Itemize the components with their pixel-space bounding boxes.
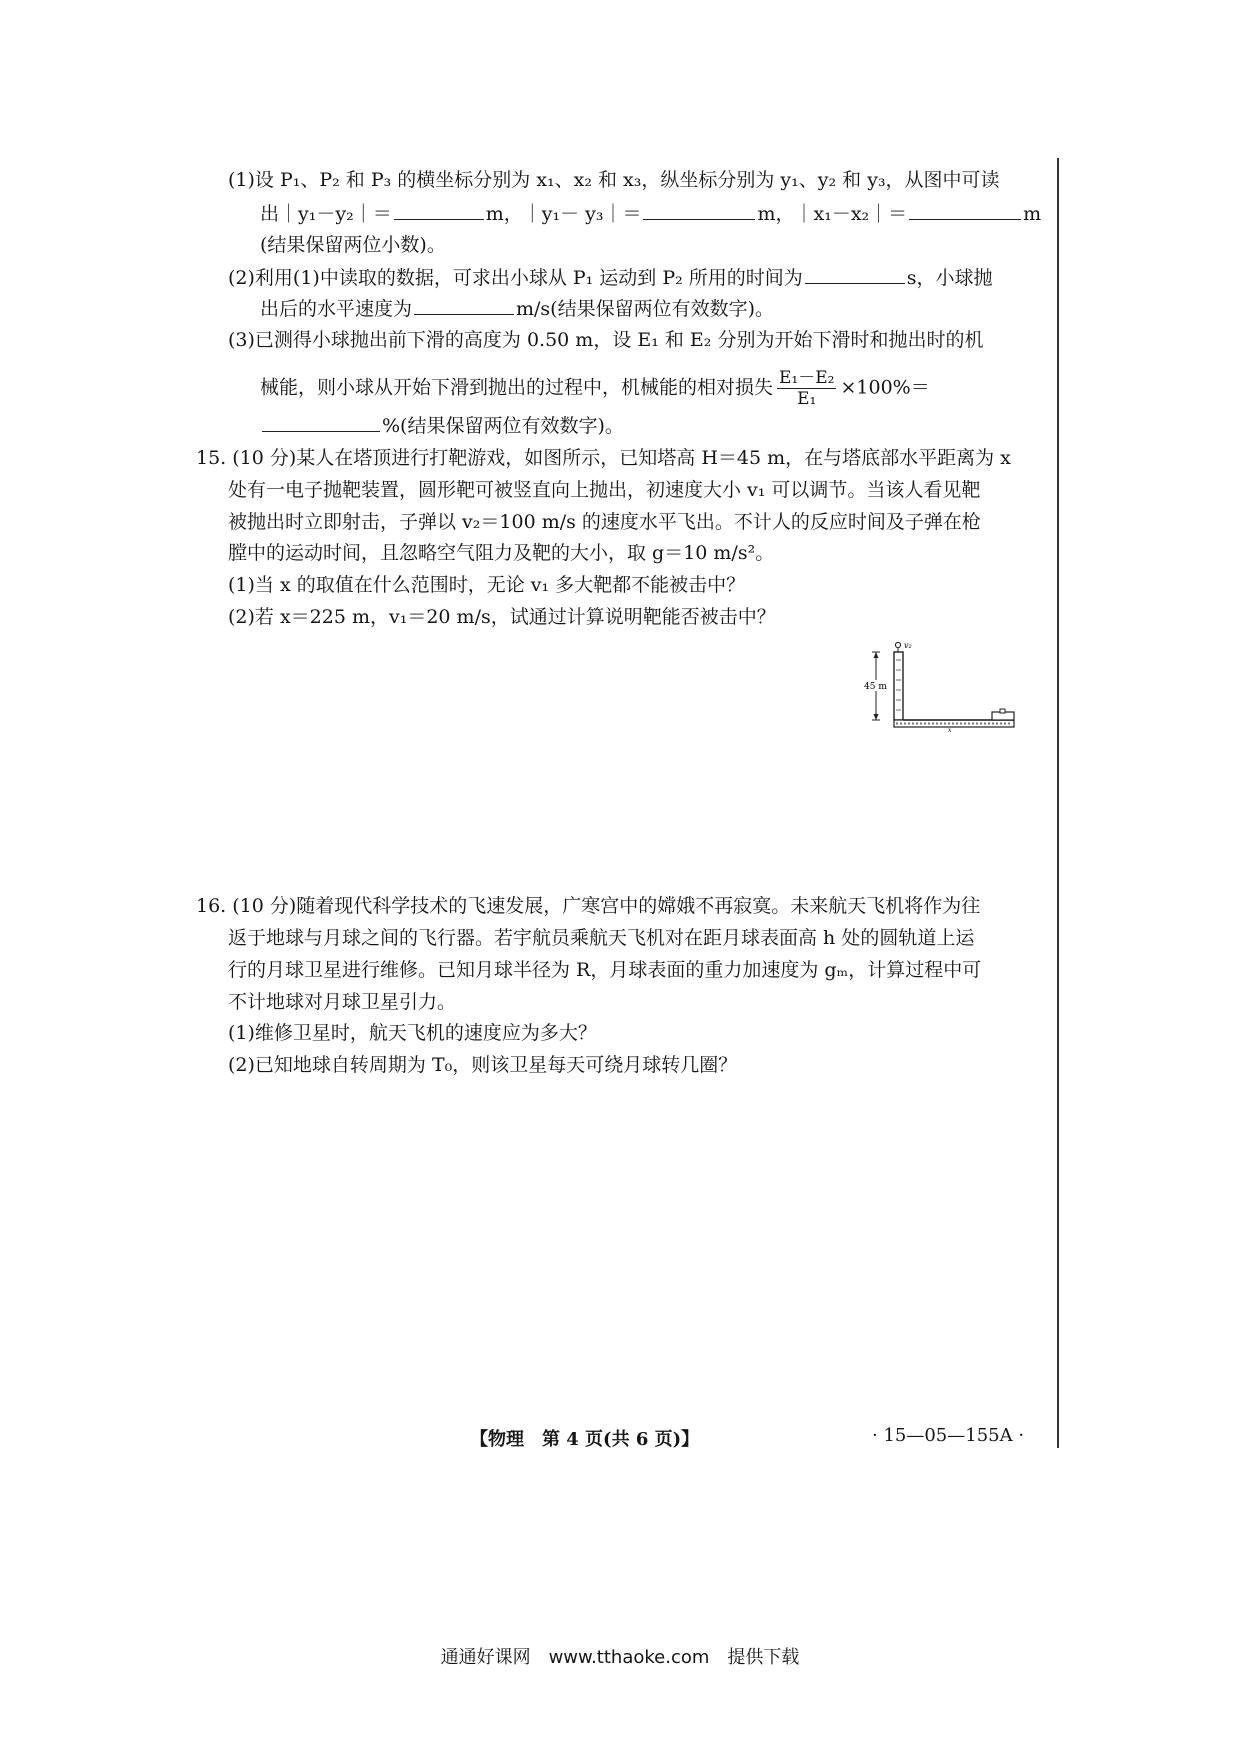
q14-part1-line3: (结果保留两位小数)。 xyxy=(260,234,446,256)
q15-line3: 被抛出时立即射击，子弹以 v₂＝100 m/s 的速度水平飞出。不计人的反应时间及子弹在枪 xyxy=(228,511,981,533)
shooter-icon xyxy=(895,642,900,647)
q14-part2-text-d: m/s(结果保留两位有效数字)。 xyxy=(516,298,775,320)
exam-code: · 15—05—155A · xyxy=(872,1425,1025,1446)
tower-target-figure xyxy=(860,640,1040,735)
q14-part2-text-b: s，小球抛 xyxy=(906,267,993,289)
q16-part2: (2)已知地球自转周期为 T₀，则该卫星每天可绕月球转几圈？ xyxy=(228,1054,738,1076)
q16-line1: 16. (10 分)随着现代科学技术的飞速发展，广寒宫中的嫦娥不再寂寞。未来航天飞机将作为往 xyxy=(196,895,981,917)
q14-part2-text-a: (2)利用(1)中读取的数据，可求出小球从 P₁ 运动到 P₂ 所用的时间为 xyxy=(228,267,803,289)
answer-blank-energy-loss[interactable] xyxy=(262,413,380,432)
answer-blank-y1y2[interactable] xyxy=(394,201,484,220)
x-label: x xyxy=(948,727,952,734)
answer-blank-time[interactable] xyxy=(805,265,905,284)
q14-part2-text-c: 出后的水平速度为 xyxy=(260,298,413,320)
q14-part1-text-b: m，｜y₁－ y₃｜＝ xyxy=(485,203,642,225)
q14-part1-line2 xyxy=(260,201,1041,226)
q15-line2: 处有一电子抛靶装置，圆形靶可被竖直向上抛出，初速度大小 v₁ 可以调节。当该人看见靶 xyxy=(228,479,981,501)
fraction-denominator: E₁ xyxy=(797,389,817,409)
q15-part2: (2)若 x＝225 m，v₁＝20 m/s，试通过计算说明靶能否被击中？ xyxy=(228,606,776,628)
q16-line3: 行的月球卫星进行维修。已知月球半径为 R，月球表面的重力加速度为 gₘ，计算过程中可 xyxy=(228,959,982,981)
q14-part3-text-a: 械能，则小球从开始下滑到抛出的过程中，机械能的相对损失 xyxy=(260,376,774,399)
q14-part1-line1: (1)设 P₁、P₂ 和 P₃ 的横坐标分别为 x₁、x₂ 和 x₃，纵坐标分别为 y₁、y₂ 和 y₃，从图中可读 xyxy=(228,169,1000,191)
q14-part3-text-c: %(结果保留两位有效数字)。 xyxy=(382,415,624,437)
q16-line4: 不计地球对月球卫星引力。 xyxy=(228,991,457,1013)
q14-part1-text-a: 出｜y₁－y₂｜＝ xyxy=(260,203,392,225)
answer-blank-velocity[interactable] xyxy=(414,296,514,315)
q15-line4: 膛中的运动时间，且忽略空气阻力及靶的大小，取 g＝10 m/s²。 xyxy=(228,542,775,564)
energy-loss-fraction xyxy=(777,368,836,409)
q14-part2-line2 xyxy=(260,296,774,321)
answer-blank-x1x2[interactable] xyxy=(909,201,1021,220)
q14-part3-line1: (3)已测得小球抛出前下滑的高度为 0.50 m，设 E₁ 和 E₂ 分别为开始下滑时和抛出时的机 xyxy=(228,329,984,351)
v2-label: v₂ xyxy=(904,641,912,650)
q15-part1: (1)当 x 的取值在什么范围时，无论 v₁ 多大靶都不能被击中？ xyxy=(228,574,746,596)
q14-part1-text-d: m xyxy=(1023,203,1042,225)
download-site-credit: 通通好课网 www.tthaoke.com 提供下载 xyxy=(440,1647,800,1668)
height-label: 45 m xyxy=(864,682,887,692)
q14-part3-text-b: ×100%＝ xyxy=(840,376,930,399)
q16-line2: 返于地球与月球之间的飞行器。若宇航员乘航天飞机对在距月球表面高 h 处的圆轨道上运 xyxy=(228,927,975,949)
answer-blank-y1y3[interactable] xyxy=(643,201,755,220)
fraction-numerator: E₁－E₂ xyxy=(779,368,835,388)
q14-part1-text-c: m，｜x₁－x₂｜＝ xyxy=(757,203,908,225)
q14-part3-line2 xyxy=(260,368,930,409)
q15-line1: 15. (10 分)某人在塔顶进行打靶游戏，如图所示，已知塔高 H＝45 m，在与塔底部水平距离为 x xyxy=(196,447,1011,469)
q16-part1: (1)维修卫星时，航天飞机的速度应为多大？ xyxy=(228,1022,597,1044)
q14-part3-line3 xyxy=(260,413,624,438)
page-margin-line xyxy=(1057,158,1059,1448)
q14-part2-line1 xyxy=(228,265,993,290)
page-number-footer: 【物理 第 4 页(共 6 页)】 xyxy=(470,1429,700,1450)
